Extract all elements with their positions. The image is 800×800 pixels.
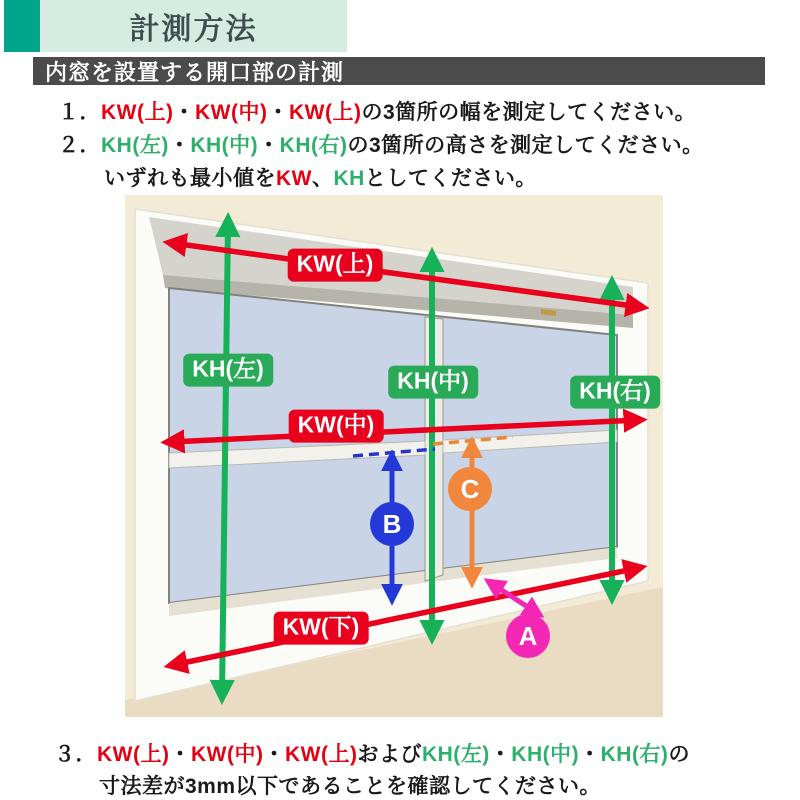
kh-right-label: KH(右) [570,376,660,409]
step-2-number: ２． [58,134,101,157]
kw-bottom-label: KW(下) [274,612,369,645]
window-illustration [125,195,663,717]
kw-mid-label: KW(中) [289,410,384,443]
step-3-continued [99,770,601,800]
page-title-bar [40,0,347,52]
kw-mid-ref: KW(中) [194,101,268,124]
kw-top-label: KW(上) [288,249,383,282]
kh-mid-label: KH(中) [388,366,478,399]
marker-b: B [370,502,414,546]
kh-ref: KH [333,167,365,190]
step-1-number: １． [58,101,101,124]
step-2-text: の3箇所の高さを測定してください。 [347,134,704,157]
kw-ref: KW [276,167,312,190]
kh-left-ref: KH(左) [101,134,169,157]
step-3-text: 寸法差が3mm以下であることを確認してください。 [99,775,602,798]
kw-top-ref: KW(上) [101,101,174,124]
kh-right-ref: KH(右) [279,134,348,157]
step-1: １．KW(上)・KW(中)・KW(上)の3箇所の幅を測定してください。 [58,101,697,124]
step-2-note: いずれも最小値をKW、KHとしてください。 [104,167,537,190]
section-header [33,57,765,85]
step-3-number: ３． [54,743,97,766]
marker-a: A [506,614,550,658]
kh-mid-ref: KH(中) [190,134,259,157]
step-1-text: の3箇所の幅を測定してください。 [361,101,697,124]
step-2: ２．KH(左)・KH(中)・KH(右)の3箇所の高さを測定してください。 [58,134,704,157]
accent-square [4,0,40,52]
page-title: 計測方法 [129,13,258,46]
marker-c: C [448,467,492,511]
step-3: ３．KW(上)・KW(中)・KW(上)およびKH(左)・KH(中)・KH(右)の [54,743,690,766]
window-photo [125,195,663,717]
kw-top2-ref: KW(上) [288,101,362,124]
kh-left-label: KH(左) [183,354,273,387]
section-title: 内窓を設置する開口部の計測 [45,59,345,85]
